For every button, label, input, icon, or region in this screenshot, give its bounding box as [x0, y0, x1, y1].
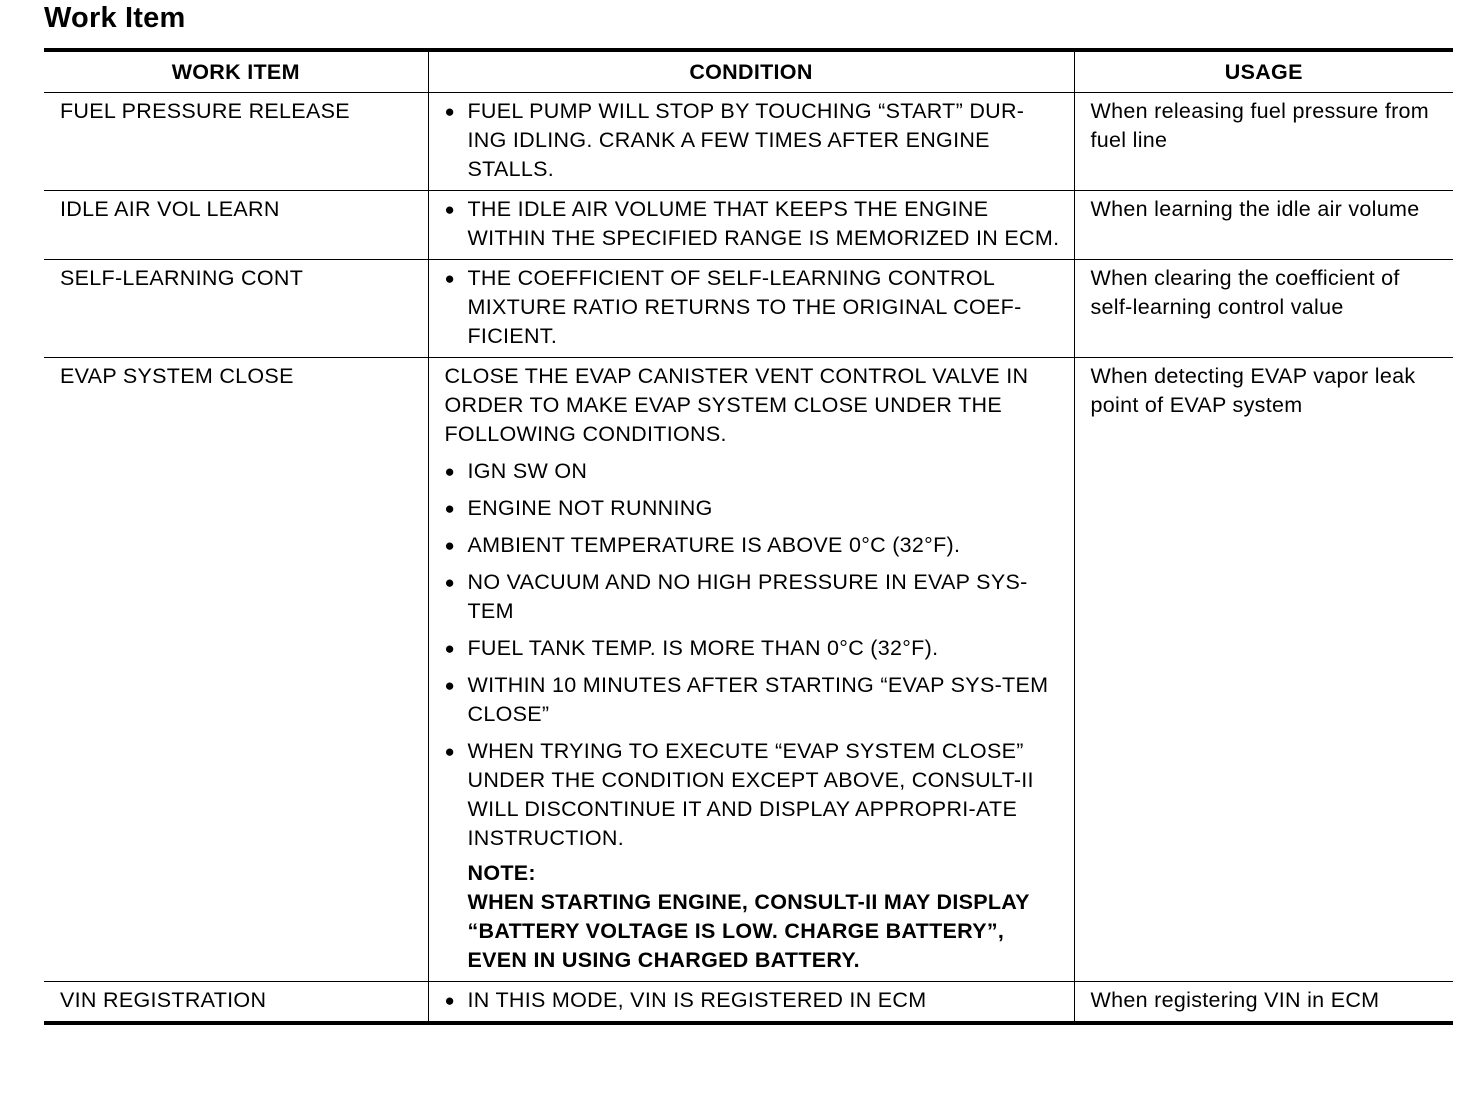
bullet-icon: ● [444, 573, 456, 592]
usage-cell: When releasing fuel pressure from fuel line [1074, 93, 1453, 191]
bullet-text: FUEL TANK TEMP. IS MORE THAN 0°C (32°F). [467, 636, 939, 660]
bullet-icon: ● [444, 676, 456, 695]
bullet-text: IGN SW ON [467, 459, 588, 483]
condition-cell [428, 982, 1074, 1024]
condition-cell [428, 93, 1074, 191]
bullet-icon: ● [444, 742, 456, 761]
work-item-table [44, 48, 1453, 1025]
usage-cell: When clearing the coefficient of self-learning control value [1074, 260, 1453, 358]
bullet-icon: ● [444, 536, 456, 555]
condition-bullet [445, 531, 1060, 560]
table-row [44, 358, 1453, 982]
condition-bullet [445, 737, 1060, 853]
note-text: WHEN STARTING ENGINE, CONSULT-II MAY DISPLAY “BATTERY VOLTAGE IS LOW. CHARGE BATTERY”, EVEN IN USING CHARGED BATTERY. [467, 890, 1030, 972]
table-row [44, 191, 1453, 260]
condition-bullet [445, 986, 1060, 1015]
bullet-icon: ● [444, 462, 456, 481]
usage-cell: When learning the idle air volume [1074, 191, 1453, 260]
bullet-text: NO VACUUM AND NO HIGH PRESSURE IN EVAP SYS-TEM [467, 570, 1028, 623]
usage-cell: When detecting EVAP vapor leak point of EVAP system [1074, 358, 1453, 982]
condition-bullet [445, 671, 1060, 729]
condition-intro: CLOSE THE EVAP CANISTER VENT CONTROL VALVE IN ORDER TO MAKE EVAP SYSTEM CLOSE UNDER THE FOLLOWING CONDITIONS. [444, 364, 1029, 446]
condition-bullet [445, 568, 1060, 626]
table-header-row [44, 50, 1453, 93]
condition-cell [428, 358, 1074, 982]
header-work-item: WORK ITEM [171, 59, 300, 84]
work-item-cell: IDLE AIR VOL LEARN [60, 197, 280, 221]
condition-cell [428, 260, 1074, 358]
bullet-text: WHEN TRYING TO EXECUTE “EVAP SYSTEM CLOSE” UNDER THE CONDITION EXCEPT ABOVE, CONSULT-II WILL DISCONTINUE IT AND DISPLAY APPROPRI-ATE INSTRUCTION. [467, 739, 1034, 850]
bullet-icon: ● [444, 499, 456, 518]
header-usage: USAGE [1074, 50, 1453, 93]
work-item-cell: SELF-LEARNING CONT [60, 266, 304, 290]
bullet-text: ENGINE NOT RUNNING [467, 496, 713, 520]
usage-cell: When registering VIN in ECM [1074, 982, 1453, 1024]
bullet-icon: ● [444, 991, 456, 1010]
bullet-text: THE COEFFICIENT OF SELF-LEARNING CONTROL MIXTURE RATIO RETURNS TO THE ORIGINAL COEF-FICIENT. [467, 266, 1022, 348]
condition-bullet [445, 97, 1060, 184]
condition-cell [428, 191, 1074, 260]
bullet-icon: ● [444, 639, 456, 658]
bullet-text: WITHIN 10 MINUTES AFTER STARTING “EVAP SYS-TEM CLOSE” [467, 673, 1049, 726]
table-row [44, 93, 1453, 191]
header-condition: CONDITION [428, 50, 1074, 93]
bullet-text: FUEL PUMP WILL STOP BY TOUCHING “START” DUR-ING IDLING. CRANK A FEW TIMES AFTER ENGINE STALLS. [467, 99, 1025, 181]
work-item-cell: VIN REGISTRATION [60, 988, 267, 1012]
condition-bullet [445, 457, 1060, 486]
condition-bullet [445, 494, 1060, 523]
bullet-icon: ● [444, 102, 456, 121]
bullet-icon: ● [444, 269, 456, 288]
work-item-cell: EVAP SYSTEM CLOSE [60, 364, 294, 388]
condition-bullet [445, 264, 1060, 351]
condition-bullet [445, 634, 1060, 663]
page-title: Work Item [44, 2, 186, 34]
work-item-cell: FUEL PRESSURE RELEASE [60, 99, 350, 123]
bullet-icon: ● [444, 200, 456, 219]
note-label: NOTE: [467, 861, 536, 885]
table-row [44, 260, 1453, 358]
condition-bullet [445, 195, 1060, 253]
bullet-text: THE IDLE AIR VOLUME THAT KEEPS THE ENGINE WITHIN THE SPECIFIED RANGE IS MEMORIZED IN ECM. [467, 197, 1060, 250]
bullet-text: IN THIS MODE, VIN IS REGISTERED IN ECM [467, 988, 927, 1012]
table-row [44, 982, 1453, 1024]
bullet-text: AMBIENT TEMPERATURE IS ABOVE 0°C (32°F). [467, 533, 961, 557]
